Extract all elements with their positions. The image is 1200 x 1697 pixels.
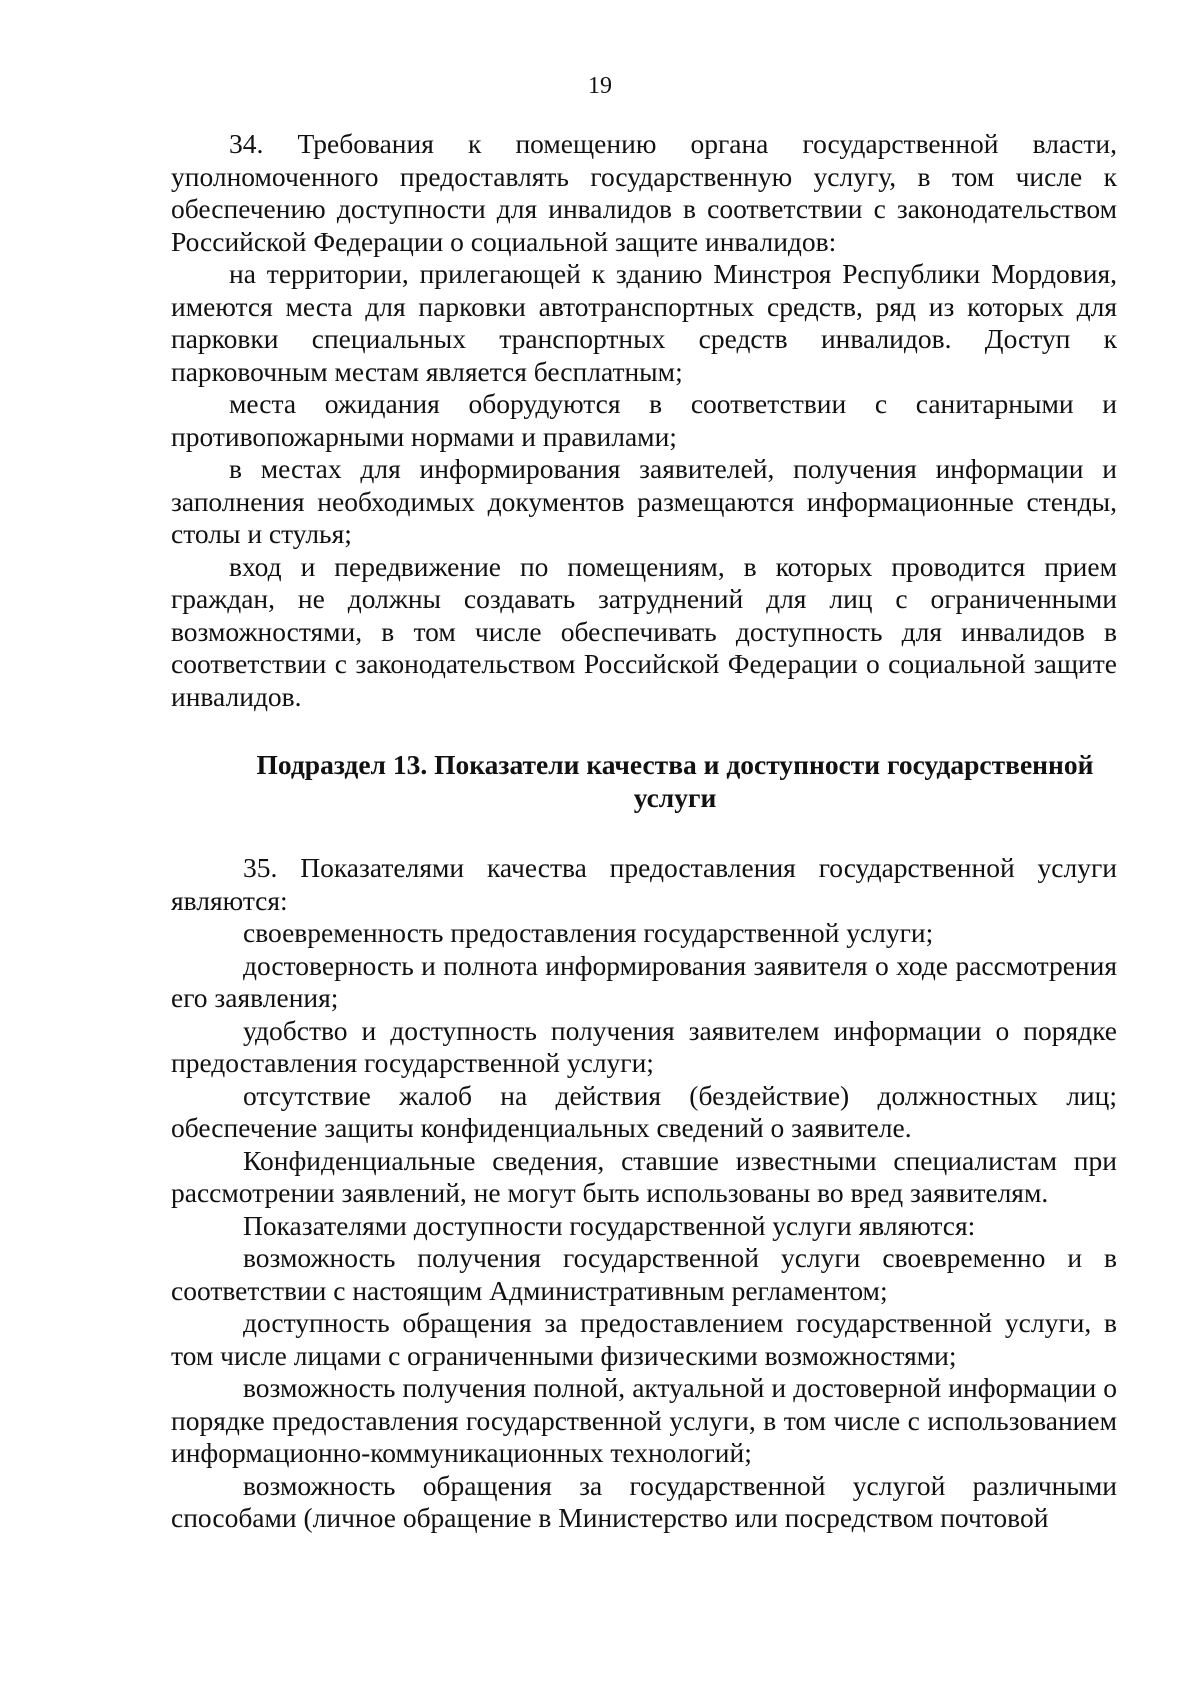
paragraph-various-methods: возможность обращения за государственной услугой различными способами (личное обращение в Министерство или посредством почтовой [171, 1469, 1117, 1533]
paragraph-accessibility-intro: Показателями доступности государственной услуги являются: [243, 1209, 976, 1241]
section-35 [171, 852, 1117, 1535]
paragraph-convenience: удобство и доступность получения заявителем информации о порядке предоставления государственной услуги; [171, 1014, 1117, 1078]
paragraph-info-stands: в местах для информирования заявителей, получения информации и заполнения необходимых документов размещаются информационные стенды, столы и стулья; [171, 453, 1117, 549]
paragraph-waiting-areas: места ожидания оборудуются в соответствии с санитарными и противопожарными нормами и правилами; [171, 388, 1117, 452]
subsection-heading-line1: Подраздел 13. Показатели качества и доступности государственной [256, 749, 1094, 780]
subsection-heading-line2: услуги [633, 781, 717, 813]
paragraph-confidential: Конфиденциальные сведения, ставшие известными специалистам при рассмотрении заявлений, не могут быть использованы во вред заявителям. [171, 1144, 1117, 1208]
paragraph-entrance: вход и передвижение по помещениям, в которых проводится прием граждан, не должны создавать затруднений для лиц с ограниченными возможностями, в том числе обеспечивать доступность для инвалидов в соответствии с законодательством Российской Федерации о социальной защите инвалидов. [171, 550, 1117, 712]
paragraph-34-intro: 34. Требования к помещению органа государственной власти, уполномоченного предоставлять государственную услугу, в том числе к обеспечению доступности для инвалидов в соответствии с законодательством Российской Федерации о социальной защите инвалидов: [171, 128, 1117, 257]
document-body [171, 128, 1117, 1535]
paragraph-35-intro: 35. Показателями качества предоставления государственной услуги являются: [171, 852, 1117, 916]
paragraph-parking: на территории, прилегающей к зданию Минстроя Республики Мордовия, имеются места для парковки автотранспортных средств, ряд из которых для парковки специальных транспортных средств инвалидов. Доступ к парковочным местам является бесплатным; [171, 258, 1117, 387]
paragraph-no-complaints: отсутствие жалоб на действия (бездействие) должностных лиц; обеспечение защиты конфиденциальных сведений о заявителе. [171, 1079, 1117, 1143]
paragraph-timeliness: своевременность предоставления государственной услуги; [243, 917, 934, 948]
subsection-heading [171, 749, 1117, 814]
paragraph-full-info: возможность получения полной, актуальной и достоверной информации о порядке предоставления государственной услуги, в том числе с использованием информационно-коммуникационных технологий; [171, 1372, 1117, 1468]
section-34 [171, 128, 1117, 713]
paragraph-reliability: достоверность и полнота информирования заявителя о ходе рассмотрения его заявления; [171, 949, 1117, 1013]
paragraph-access-disabled: доступность обращения за предоставлением государственной услуги, в том числе лицами с ограниченными физическими возможностями; [171, 1307, 1117, 1371]
paragraph-timely-receipt: возможность получения государственной услуги своевременно и в соответствии с настоящим Административным регламентом; [171, 1242, 1117, 1306]
page-number: 19 [588, 73, 612, 99]
